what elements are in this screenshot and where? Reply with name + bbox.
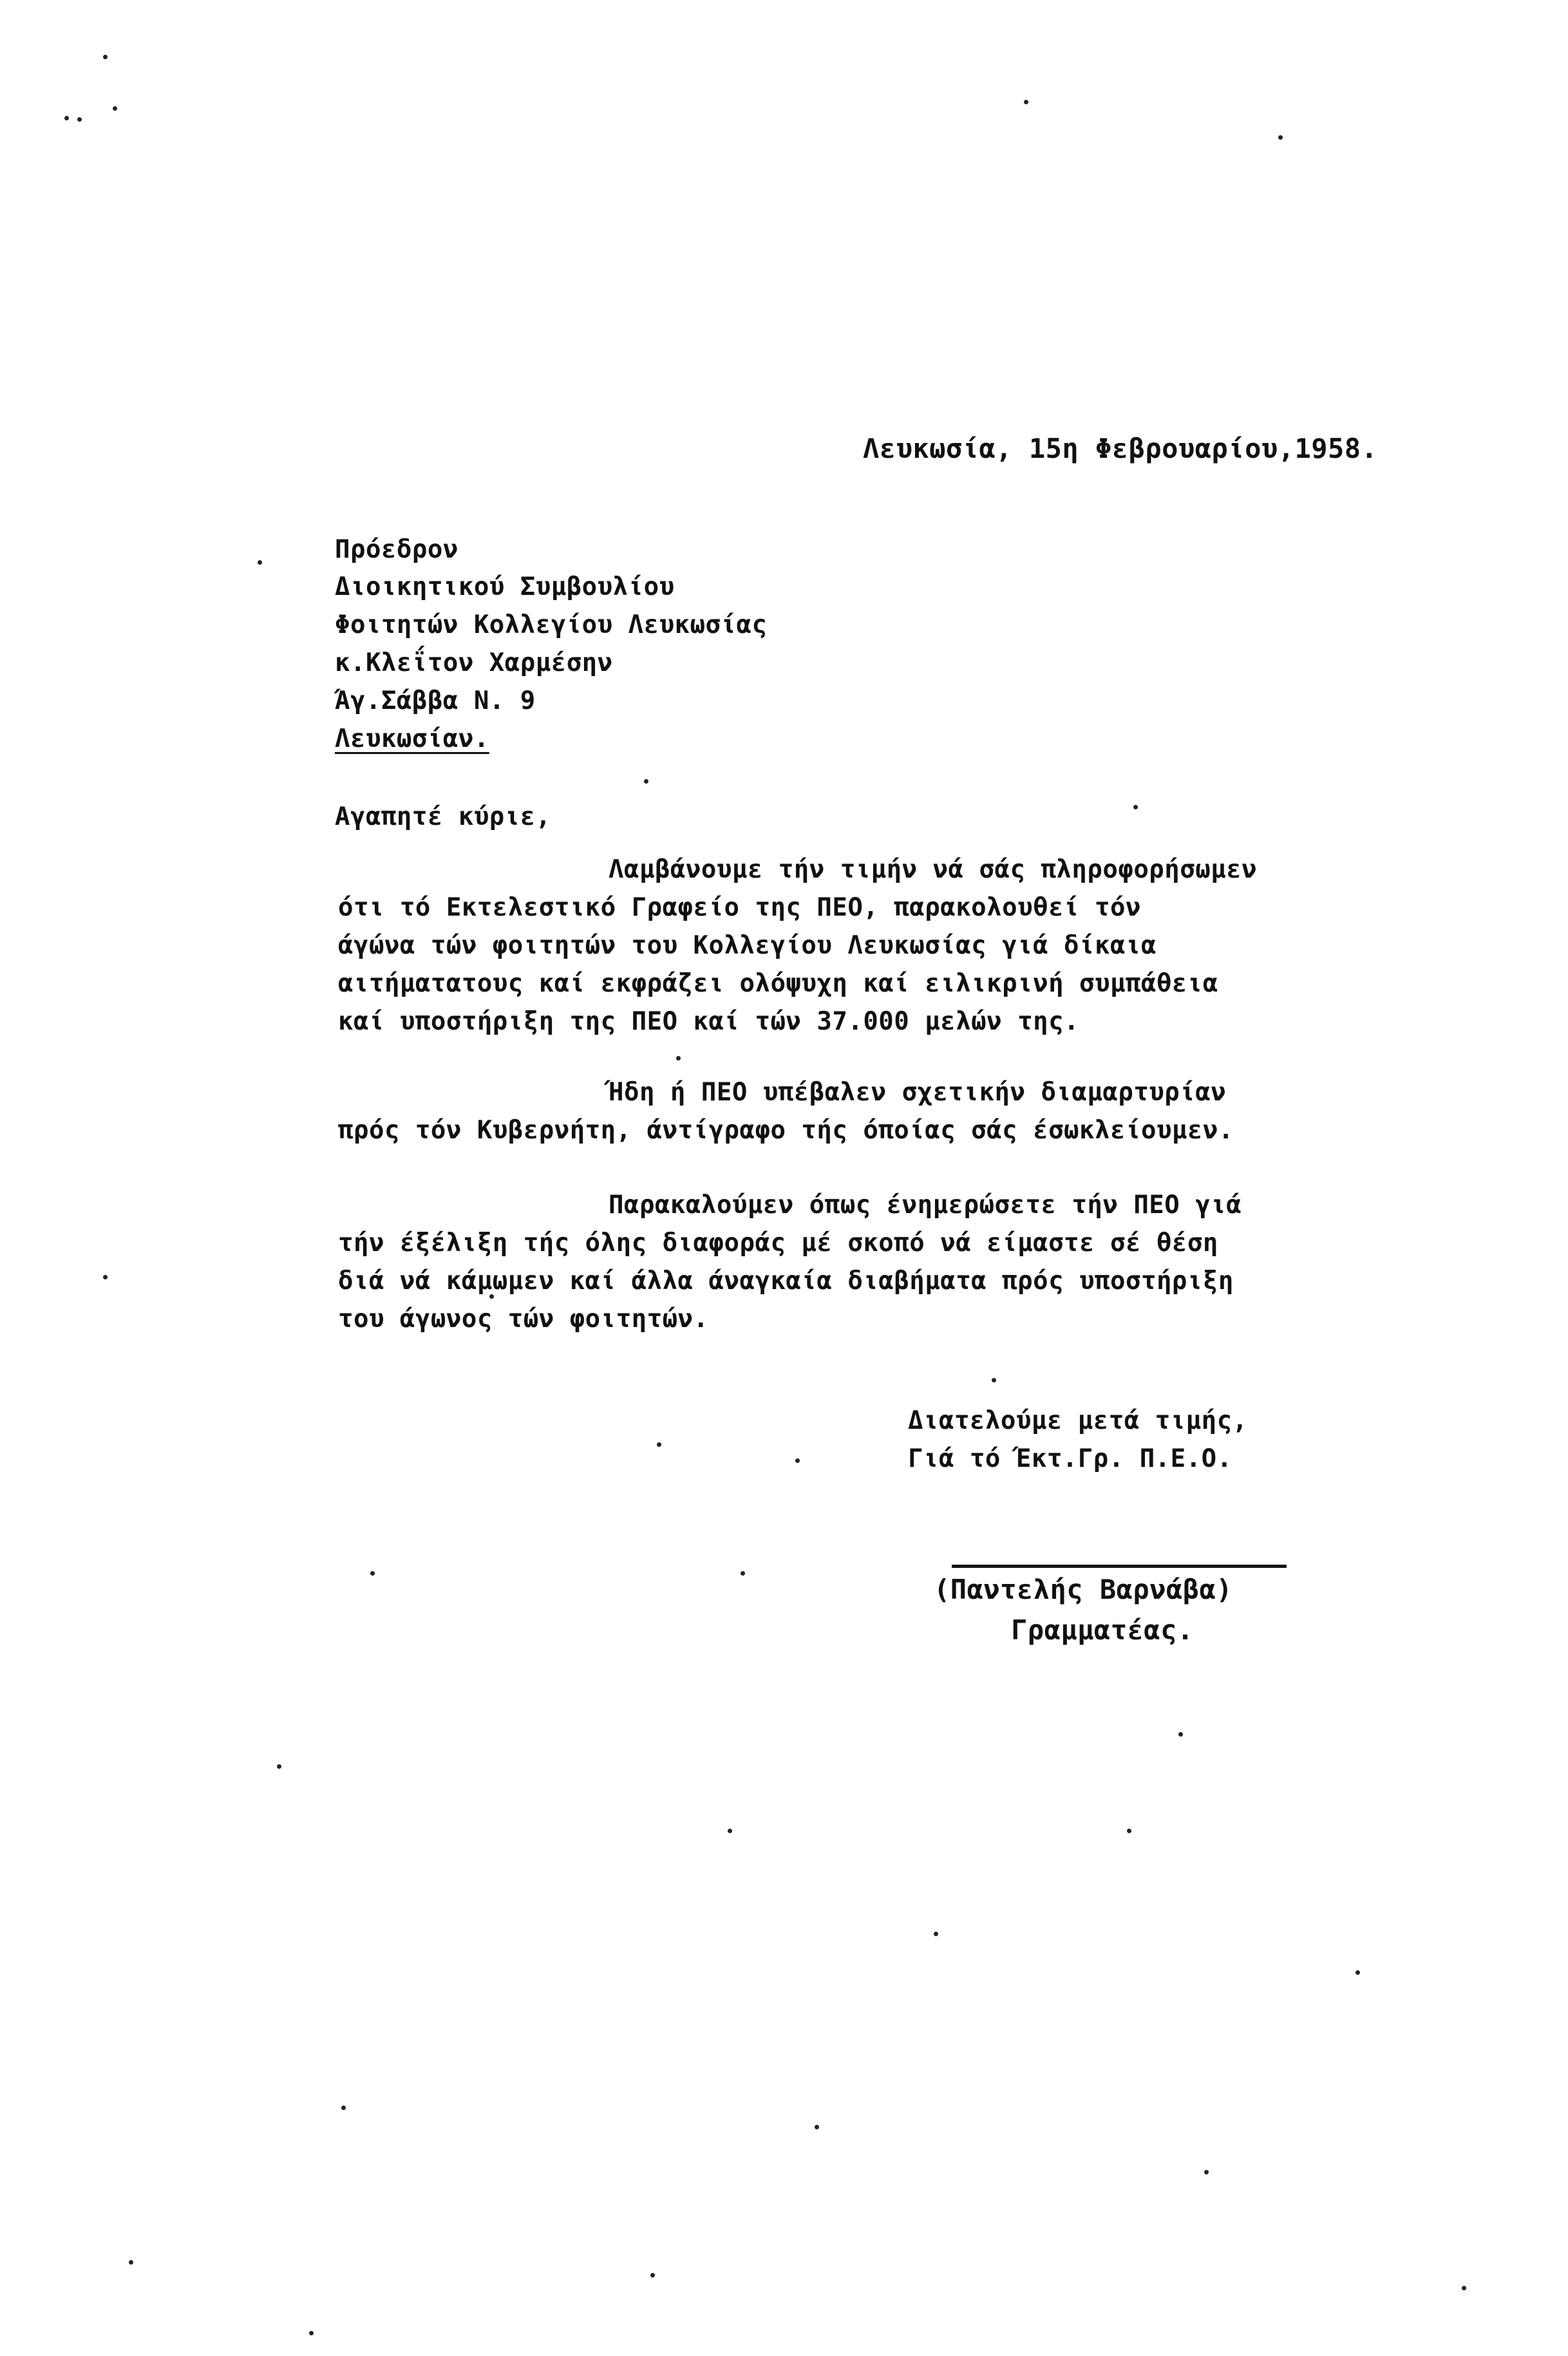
- paragraph-3-line: Παρακαλούμεν όπως ένημερώσετε τήν ΠΕΟ γιά: [609, 1191, 1242, 1220]
- speckle: [77, 117, 82, 122]
- paragraph-3-line: διά νά κάμωμεν καί άλλα άναγκαία διαβήματα πρός υποστήριξη: [338, 1267, 1234, 1296]
- speckle: [1178, 1732, 1183, 1737]
- speckle: [113, 106, 117, 111]
- salutation: Αγαπητέ κύριε,: [335, 802, 551, 831]
- speckle: [815, 2125, 819, 2129]
- speckle: [1462, 2286, 1466, 2290]
- speckle: [934, 1932, 938, 1936]
- speckle: [1024, 100, 1028, 104]
- speckle: [129, 2260, 133, 2265]
- paragraph-1-line: αιτήματατους καί εκφράζει ολόψυχη καί ειλικρινή συμπάθεια: [338, 969, 1218, 998]
- closing-line: Γιά τό Έκτ.Γρ. Π.Ε.Ο.: [908, 1444, 1233, 1473]
- speckle: [258, 560, 262, 565]
- paragraph-3-line: του άγωνος τών φοιτητών.: [338, 1305, 709, 1333]
- speckle: [992, 1378, 996, 1382]
- speckle: [795, 1458, 800, 1463]
- paragraph-2-line: πρός τόν Κυβερνήτη, άντίγραφο τής όποίας σάς έσωκλείουμεν.: [338, 1116, 1234, 1145]
- speckle: [741, 1571, 745, 1576]
- signature-name: (Παντελής Βαρνάβα): [934, 1574, 1233, 1605]
- speckle: [650, 2273, 655, 2277]
- paragraph-1-line: καί υποστήριξη της ΠΕΟ καί τών 37.000 μελών της.: [338, 1007, 1080, 1036]
- speckle: [103, 55, 108, 59]
- speckle: [1204, 2170, 1209, 2174]
- speckle: [728, 1829, 732, 1833]
- signature-title: Γραμματέας.: [1011, 1614, 1194, 1646]
- speckle: [309, 2331, 314, 2335]
- paragraph-2-line: Ήδη ή ΠΕΟ υπέβαλεν σχετικήν διαμαρτυρίαν: [609, 1078, 1227, 1107]
- speckle: [1278, 135, 1283, 140]
- speckle: [277, 1764, 281, 1769]
- speckle: [341, 2106, 346, 2110]
- speckle: [1133, 805, 1138, 809]
- speckle: [64, 116, 69, 120]
- speckle: [657, 1442, 661, 1447]
- recipient-line: Άγ.Σάββα Ν. 9: [335, 686, 536, 715]
- speckle: [103, 1275, 108, 1279]
- letter-date: Λευκωσία, 15η Φεβρουαρίου,1958.: [863, 433, 1378, 464]
- speckle: [1127, 1829, 1131, 1833]
- recipient-line: Διοικητικού Συμβουλίου: [335, 572, 675, 601]
- recipient-city: Λευκωσίαν.: [335, 724, 489, 753]
- paragraph-1-line: άγώνα τών φοιτητών του Κολλεγίου Λευκωσίας γιά δίκαια: [338, 931, 1157, 960]
- speckle: [1355, 1970, 1360, 1975]
- speckle: [370, 1571, 375, 1576]
- recipient-line: Φοιτητών Κολλεγίου Λευκωσίας: [335, 610, 768, 639]
- paragraph-1-line: Λαμβάνουμε τήν τιμήν νά σάς πληροφορήσωμεν: [609, 855, 1258, 884]
- paragraph-1-line: ότι τό Εκτελεστικό Γραφείο της ΠΕΟ, παρακολουθεί τόν: [338, 893, 1141, 922]
- closing-line: Διατελούμε μετά τιμής,: [908, 1406, 1248, 1435]
- recipient-line: κ.Κλεΐτον Χαρμέσην: [335, 648, 613, 677]
- recipient-line: Πρόεδρον: [335, 535, 458, 564]
- paragraph-3-line: τήν έξέλιξη τής όλης διαφοράς μέ σκοπό νά είμαστε σέ θέση: [338, 1229, 1218, 1258]
- speckle: [676, 1056, 681, 1060]
- signature-rule: [952, 1565, 1287, 1568]
- speckle: [644, 779, 648, 784]
